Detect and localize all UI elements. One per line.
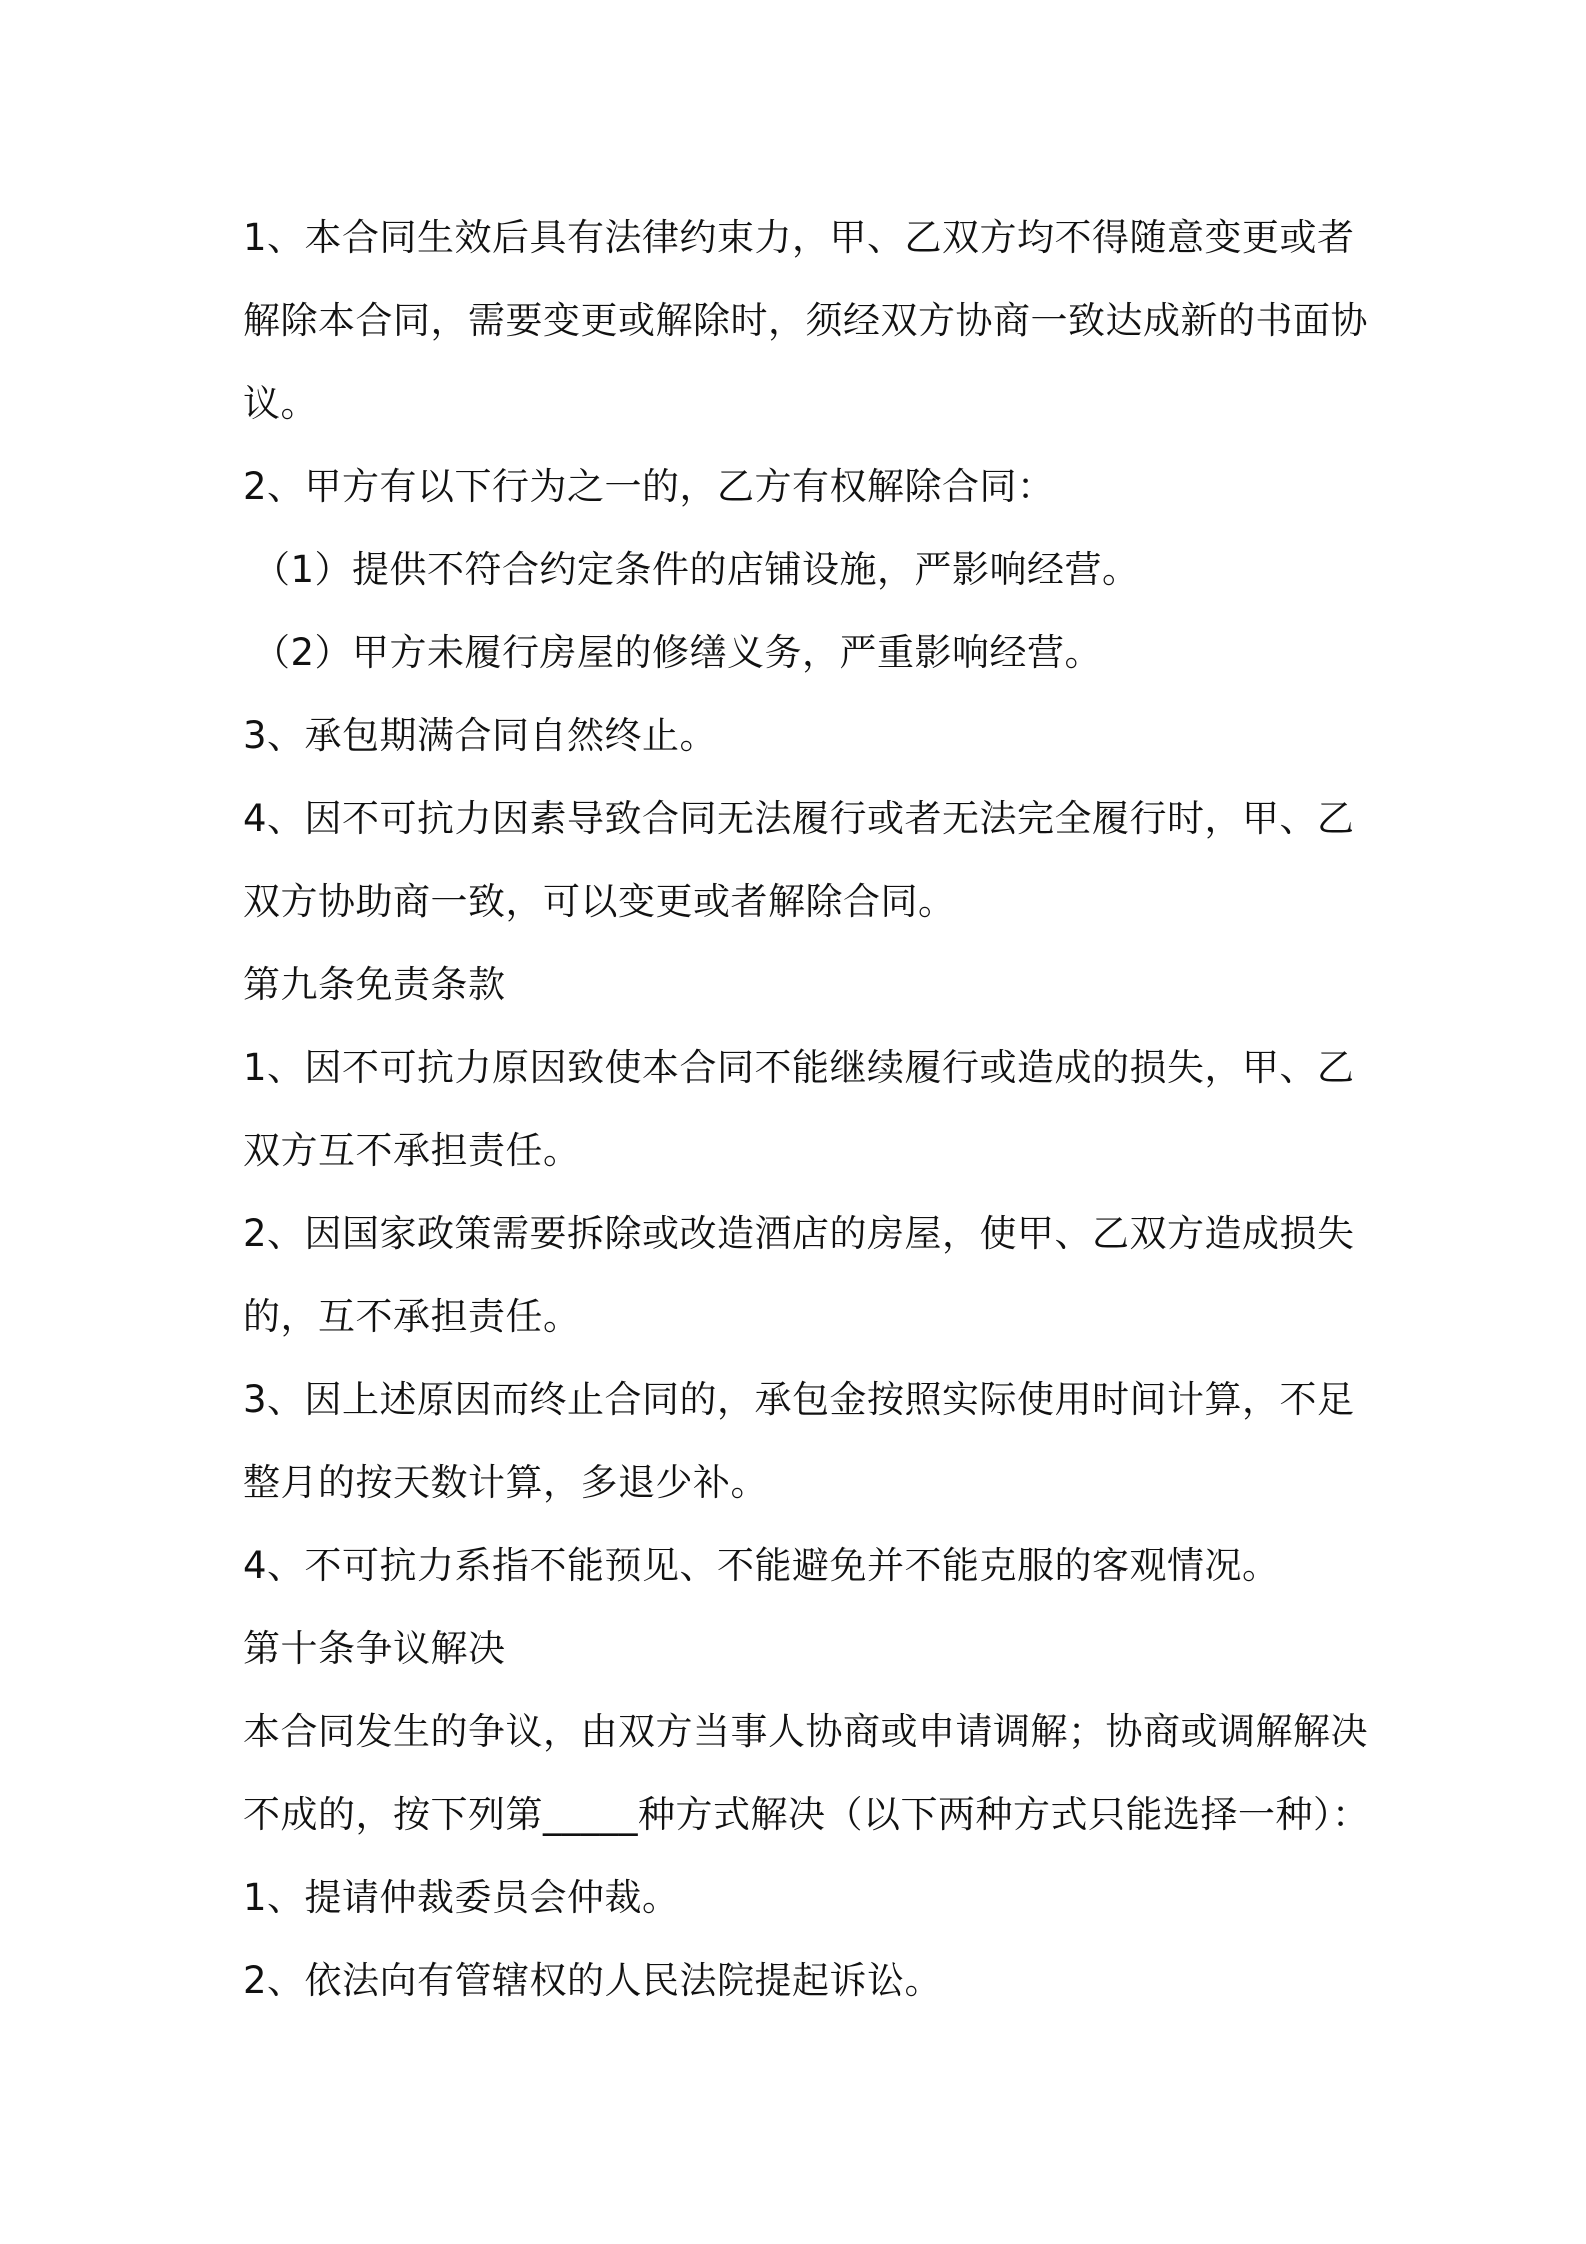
paragraph-line: 2、甲方有以下行为之一的，乙方有权解除合同： (243, 465, 1055, 508)
document-body (243, 196, 1370, 2022)
paragraph-line: 本合同发生的争议，由双方当事人协商或申请调解；协商或调解解决 (243, 1710, 1368, 1753)
paragraph-line: 2、依法向有管辖权的人民法院提起诉讼。 (243, 1959, 943, 2002)
paragraph-line: 不成的，按下列第_____种方式解决（以下两种方式只能选择一种）： (243, 1793, 1370, 1836)
sub-item-line: （1）提供不符合约定条件的店铺设施，严影响经营。 (253, 548, 1140, 591)
section-heading: 第十条争议解决 (243, 1627, 506, 1670)
paragraph-line: 双方互不承担责任。 (243, 1129, 581, 1172)
paragraph-line: 解除本合同，需要变更或解除时，须经双方协商一致达成新的书面协 (243, 299, 1368, 342)
paragraph-line: 1、本合同生效后具有法律约束力，甲、乙双方均不得随意变更或者 (243, 216, 1355, 259)
paragraph-line: 双方协助商一致，可以变更或者解除合同。 (243, 880, 956, 923)
paragraph-line: 的，互不承担责任。 (243, 1295, 581, 1338)
section-heading: 第九条免责条款 (243, 963, 506, 1006)
paragraph-line: 议。 (243, 382, 318, 425)
paragraph-line: 3、因上述原因而终止合同的，承包金按照实际使用时间计算，不足 (243, 1378, 1355, 1421)
paragraph-line: 4、因不可抗力因素导致合同无法履行或者无法完全履行时，甲、乙 (243, 797, 1355, 840)
paragraph-line: 1、因不可抗力原因致使本合同不能继续履行或造成的损失，甲、乙 (243, 1046, 1355, 1089)
paragraph-line: 2、因国家政策需要拆除或改造酒店的房屋，使甲、乙双方造成损失 (243, 1212, 1355, 1255)
paragraph-line: 整月的按天数计算，多退少补。 (243, 1461, 768, 1504)
sub-item-line: （2）甲方未履行房屋的修缮义务，严重影响经营。 (253, 631, 1103, 674)
paragraph-line: 3、承包期满合同自然终止。 (243, 714, 718, 757)
paragraph-line: 4、不可抗力系指不能预见、不能避免并不能克服的客观情况。 (243, 1544, 1280, 1587)
paragraph-line: 1、提请仲裁委员会仲裁。 (243, 1876, 680, 1919)
